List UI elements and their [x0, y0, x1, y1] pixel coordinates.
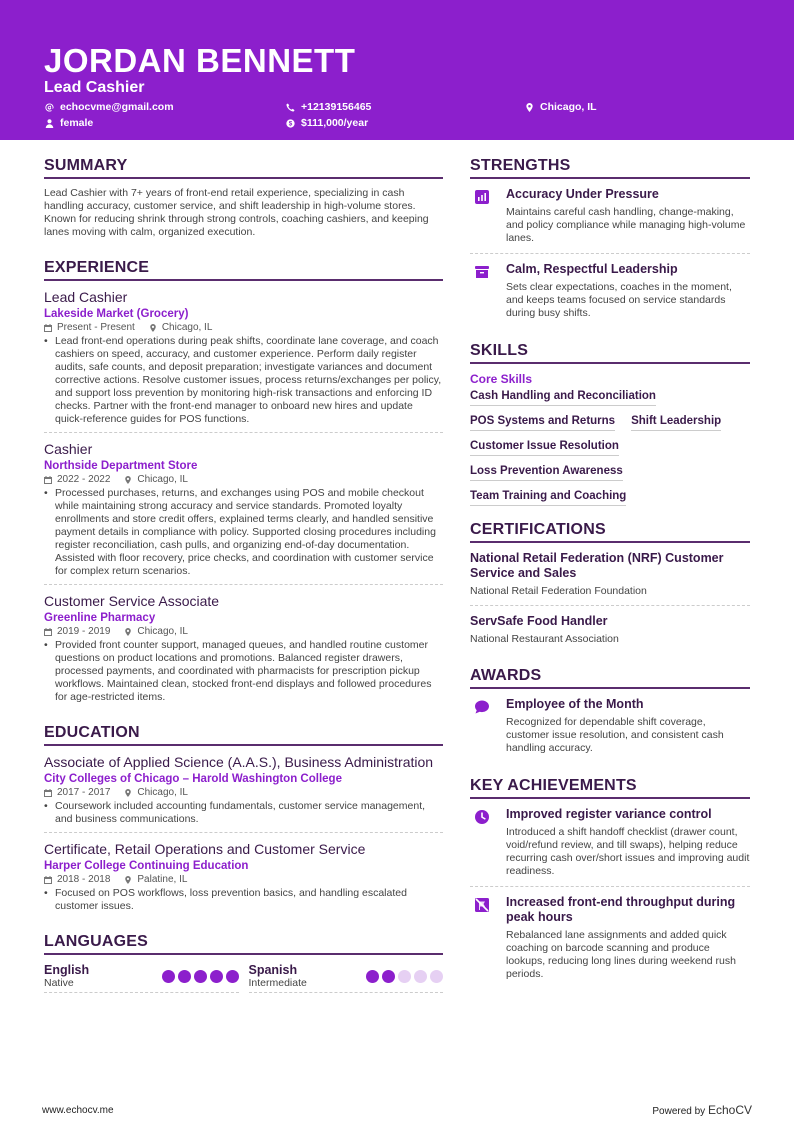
- award-desc: Recognized for dependable shift coverage, customer issue resolution, and consistent cash handling accuracy.: [506, 716, 724, 754]
- skills-subheading: Core Skills: [470, 372, 533, 386]
- skill-tag: Loss Prevention Awareness: [470, 461, 623, 481]
- education-meta: [44, 874, 443, 885]
- calendar-icon: [44, 324, 52, 332]
- certification-title: National Retail Federation (NRF) Customer Service and Sales: [470, 551, 724, 580]
- summary-section: [44, 157, 443, 239]
- location-pin-icon: [124, 628, 132, 636]
- summary-heading: SUMMARY: [44, 157, 443, 179]
- skill-tag: Cash Handling and Reconciliation: [470, 386, 656, 406]
- certifications-heading: CERTIFICATIONS: [470, 521, 750, 543]
- education-entry: [44, 746, 443, 833]
- achievements-section: [470, 777, 750, 989]
- certifications-section: [470, 521, 750, 653]
- school: City Colleges of Chicago – Harold Washington College: [44, 773, 342, 785]
- languages-heading: LANGUAGES: [44, 933, 443, 955]
- gender-text: female: [60, 117, 94, 129]
- contact-gender: [44, 117, 93, 129]
- calendar-icon: [44, 789, 52, 797]
- calendar-icon: [44, 476, 52, 484]
- job-entry: [44, 585, 443, 710]
- powered-by-label: Powered by: [652, 1106, 706, 1117]
- certification-org: National Retail Federation Foundation: [470, 585, 647, 597]
- language-level: Native: [44, 977, 74, 989]
- language-name: Spanish: [248, 963, 298, 977]
- job-dates: 2019 - 2019: [57, 626, 111, 637]
- calendar-icon: [44, 628, 52, 636]
- certification-item: [470, 606, 750, 653]
- rating-dot-filled: [366, 970, 379, 983]
- skill-tag: Customer Issue Resolution: [470, 436, 619, 456]
- awards-section: [470, 667, 750, 763]
- education-location: Palatine, IL: [137, 874, 188, 885]
- rating-dot-filled: [178, 970, 191, 983]
- education-section: [44, 724, 443, 919]
- education-dates: 2018 - 2018: [57, 874, 111, 885]
- certification-title: ServSafe Food Handler: [470, 614, 608, 628]
- education-heading: EDUCATION: [44, 724, 443, 746]
- rating-dot-filled: [162, 970, 175, 983]
- job-role: Cashier: [44, 441, 93, 457]
- location-pin-icon: [124, 789, 132, 797]
- job-meta: [44, 626, 443, 637]
- job-entry: [44, 281, 443, 433]
- language-rating: [162, 970, 239, 983]
- rating-dot-empty: [414, 970, 427, 983]
- rating-dot-filled: [210, 970, 223, 983]
- award-title: Employee of the Month: [506, 697, 644, 711]
- language-item: [249, 963, 444, 993]
- experience-section: [44, 259, 443, 710]
- job-company: Greenline Pharmacy: [44, 612, 156, 624]
- flag-icon: [474, 897, 490, 913]
- skill-tag: Shift Leadership: [631, 411, 721, 431]
- rating-dot-empty: [430, 970, 443, 983]
- language-level: Intermediate: [248, 977, 307, 989]
- location-pin-icon: [124, 476, 132, 484]
- chart-icon: [474, 189, 490, 205]
- chat-icon: [474, 699, 490, 715]
- archive-icon: [474, 264, 490, 280]
- job-entry: [44, 433, 443, 585]
- job-meta: [44, 474, 443, 485]
- contact-phone[interactable]: [285, 101, 371, 113]
- education-bullet: • Focused on POS workflows, loss prevention basics, and handling escalated customer issues.: [44, 887, 443, 913]
- achievement-title: Increased front-end throughput during peak hours: [506, 895, 736, 924]
- job-company: Northside Department Store: [44, 460, 198, 472]
- achievement-desc: Rebalanced lane assignments and added quick coaching on barcode scanning and produce lookups, reducing long lines during weekend rush periods.: [506, 929, 736, 980]
- language-rating: [366, 970, 443, 983]
- header: [0, 0, 794, 140]
- email-text: echocvme@gmail.com: [60, 101, 174, 113]
- footer-website[interactable]: www.echocv.me: [42, 1105, 114, 1116]
- contact-location: [524, 101, 597, 113]
- contact-salary: [285, 117, 368, 129]
- strength-desc: Sets clear expectations, coaches in the moment, and keeps teams focused on service standards during busy shifts.: [506, 281, 732, 319]
- languages-list: [44, 963, 443, 993]
- education-entry: [44, 833, 443, 919]
- job-meta: [44, 322, 443, 333]
- job-bullet: • Lead front-end operations during peak shifts, coordinate lane coverage, and coach cashiers on speed, accuracy, and customer experience. Perform daily register audits, safe counts, and deposit preparation; investigate variances and document corrective actions. Resolve customer issues, process returns/exchanges per policy, and support loss prevention by monitoring high-risk transactions and enforcing ID checks. Partner with the front-end manager to onboard new hires and update quick-reference guides for POS functions.: [44, 335, 443, 426]
- svg-text:$: $: [288, 120, 292, 128]
- job-role: Customer Service Associate: [44, 593, 220, 609]
- rating-dot-filled: [194, 970, 207, 983]
- degree: Certificate, Retail Operations and Customer Service: [44, 841, 366, 857]
- job-company: Lakeside Market (Grocery): [44, 308, 189, 320]
- location-pin-icon: [524, 102, 534, 112]
- achievement-item: [470, 799, 750, 887]
- footer-brand[interactable]: [652, 1103, 752, 1117]
- job-bullet: • Provided front counter support, managed queues, and handled routine customer questions on product locations and promotions. Balanced register drawers, processed payments, and coordinated with pharmacists for prescription pickup workflows. Maintained clean, stocked front-end displays and followed procedures for age-restricted items.: [44, 639, 443, 704]
- brand-name: EchoCV: [707, 1103, 752, 1117]
- achievement-desc: Introduced a shift handoff checklist (drawer count, void/refund review, and till swaps), helping reduce recurring cash over/short issues and improving audit readiness.: [506, 826, 750, 877]
- calendar-icon: [44, 876, 52, 884]
- education-bullet: • Coursework included accounting fundamentals, customer service management, and business communications.: [44, 800, 443, 826]
- language-item: [44, 963, 239, 993]
- achievements-heading: KEY ACHIEVEMENTS: [470, 777, 750, 799]
- clock-icon: [474, 809, 490, 825]
- location-pin-icon: [149, 324, 157, 332]
- languages-section: [44, 933, 443, 993]
- job-dates: 2022 - 2022: [57, 474, 111, 485]
- job-bullet: • Processed purchases, returns, and exchanges using POS and mobile checkout while maintaining strong accuracy and service standards. Promoted loyalty enrollments and store credit offers, explained terms clearly, and handled sensitive payment details in compliance with policy. Supported closing procedures including register reconciliation, cash pulls, and organizing end-of-day documentation. Assisted with floor recovery, price checks, and coordination with customer service for complex return scenarios.: [44, 487, 443, 578]
- experience-heading: EXPERIENCE: [44, 259, 443, 281]
- strength-item: [470, 254, 750, 328]
- achievement-item: [470, 887, 750, 989]
- candidate-name: JORDAN BENNETT: [44, 42, 356, 79]
- salary-text: $111,000/year: [301, 117, 369, 129]
- candidate-title: Lead Cashier: [44, 79, 145, 96]
- rating-dot-filled: [226, 970, 239, 983]
- strength-item: [470, 179, 750, 254]
- rating-dot-filled: [382, 970, 395, 983]
- skills-section: [470, 342, 750, 511]
- award-item: [470, 689, 750, 763]
- right-column: [470, 157, 750, 989]
- strengths-section: [470, 157, 750, 328]
- job-role: Lead Cashier: [44, 289, 128, 305]
- skill-tag: Team Training and Coaching: [470, 486, 626, 506]
- money-icon: [285, 118, 295, 128]
- degree: Associate of Applied Science (A.A.S.), Business Administration: [44, 754, 434, 770]
- phone-text: +12139156465: [301, 101, 372, 113]
- job-location: Chicago, IL: [137, 474, 188, 485]
- location-text: Chicago, IL: [540, 101, 597, 113]
- skills-list: [470, 386, 750, 511]
- phone-icon: [285, 102, 295, 112]
- school: Harper College Continuing Education: [44, 860, 249, 872]
- achievement-title: Improved register variance control: [506, 807, 712, 821]
- left-column: [44, 157, 443, 993]
- awards-heading: AWARDS: [470, 667, 750, 689]
- contact-email[interactable]: [44, 101, 174, 113]
- education-meta: [44, 787, 443, 798]
- job-location: Chicago, IL: [137, 626, 188, 637]
- certification-org: National Restaurant Association: [470, 633, 619, 645]
- rating-dot-empty: [398, 970, 411, 983]
- contact-block: [44, 101, 750, 135]
- at-icon: [44, 102, 54, 112]
- strength-title: Calm, Respectful Leadership: [506, 262, 678, 276]
- job-dates: Present - Present: [57, 322, 135, 333]
- skills-heading: SKILLS: [470, 342, 750, 364]
- location-pin-icon: [124, 876, 132, 884]
- education-location: Chicago, IL: [137, 787, 188, 798]
- certification-item: [470, 543, 750, 606]
- summary-text: Lead Cashier with 7+ years of front-end retail experience, specializing in cash handling accuracy, customer service, and shift leadership in high-volume stores. Known for reducing shrink through strong controls, coaching cashiers, and keeping lanes moving with calm, organized execution.: [44, 187, 429, 238]
- person-icon: [44, 118, 54, 128]
- strength-desc: Maintains careful cash handling, change-making, and policy compliance while managing high-volume lanes.: [506, 206, 746, 244]
- language-name: English: [44, 963, 90, 977]
- strengths-heading: STRENGTHS: [470, 157, 750, 179]
- job-location: Chicago, IL: [161, 322, 213, 333]
- skill-tag: POS Systems and Returns: [470, 411, 615, 431]
- strength-title: Accuracy Under Pressure: [506, 187, 659, 201]
- education-dates: 2017 - 2017: [57, 787, 111, 798]
